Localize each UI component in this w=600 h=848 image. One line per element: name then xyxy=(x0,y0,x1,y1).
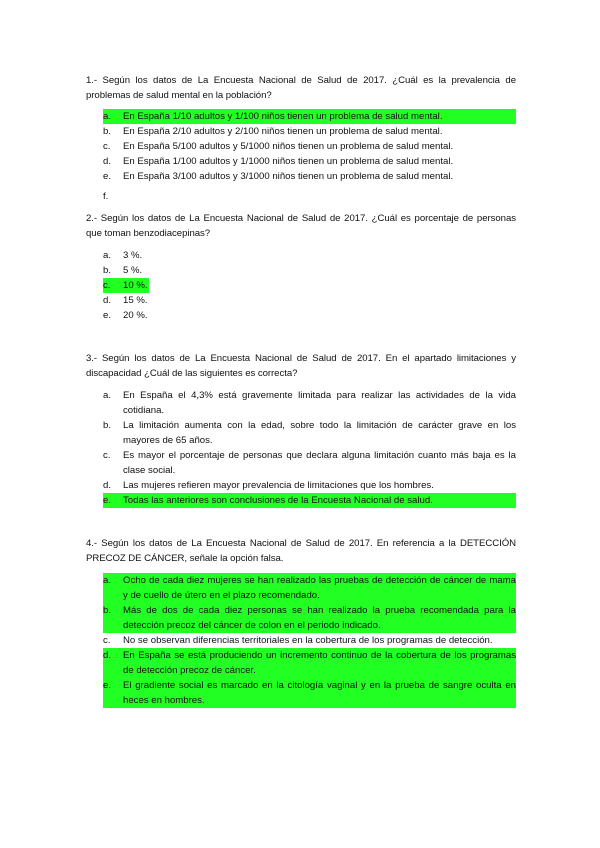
question-2-option-b xyxy=(103,263,516,278)
option-letter: c. xyxy=(103,635,111,646)
option-letter: c. xyxy=(103,280,111,291)
option-letter: e. xyxy=(103,680,112,691)
option-letter: d. xyxy=(103,480,112,491)
option-letter: e. xyxy=(103,310,112,321)
option-text: En España 1/100 adultos y 1/1000 niños tienen un problema de salud mental. xyxy=(123,156,454,167)
question-1-text: 1.- Según los datos de La Encuesta Nacional de Salud de 2017. ¿Cuál es la prevalencia de problemas de salud mental en la población? xyxy=(86,75,516,101)
option-text: La limitación aumenta con la edad, sobre todo la limitación de carácter grave en los mayores de 65 años. xyxy=(123,420,516,446)
option-text: En España se está produciendo un incremento continuo de la cobertura de los programas de detección precoz de cáncer. xyxy=(123,650,516,676)
question-4-option-c xyxy=(103,633,516,648)
option-text: En España 5/100 adultos y 5/1000 niños tienen un problema de salud mental. xyxy=(123,141,454,152)
question-4-option-d xyxy=(103,648,516,678)
question-3-text: 3.- Según los datos de La Encuesta Nacional de Salud de 2017. En el apartado limitaciones y discapacidad ¿Cuál de las siguientes es correcta? xyxy=(86,353,516,379)
option-letter: b. xyxy=(103,126,112,137)
option-text: Más de dos de cada diez personas se han realizado la prueba recomendada para la detección precoz del cáncer de colon en el periodo indicado. xyxy=(123,605,516,631)
option-text: 5 %. xyxy=(123,265,143,276)
option-letter: d. xyxy=(103,295,112,306)
option-letter: a. xyxy=(103,575,112,586)
question-4-option-e xyxy=(103,678,516,708)
option-text: En España el 4,3% está gravemente limitada para realizar las actividades de la vida cotidiana. xyxy=(123,390,516,416)
option-text: El gradiente social es marcado en la citología vaginal y en la prueba de sangre oculta en heces en hombres. xyxy=(123,680,516,706)
question-4-options xyxy=(103,573,516,708)
question-2-options xyxy=(103,248,516,323)
question-2-option-e xyxy=(103,308,516,323)
question-1-option-a xyxy=(103,109,516,124)
question-1-option-c xyxy=(103,139,516,154)
option-text: En España 1/10 adultos y 1/100 niños tienen un problema de salud mental. xyxy=(123,111,443,122)
question-3-option-b xyxy=(103,418,516,448)
question-4-option-a xyxy=(103,573,516,603)
question-2-option-d xyxy=(103,293,516,308)
question-3-option-d xyxy=(103,478,516,493)
option-text: Todas las anteriores son conclusiones de la Encuesta Nacional de salud. xyxy=(123,495,433,506)
question-4-option-b xyxy=(103,603,516,633)
option-letter: d. xyxy=(103,650,112,661)
question-3-option-a xyxy=(103,388,516,418)
question-1-option-e xyxy=(103,169,516,184)
option-text: 3 %. xyxy=(123,250,143,261)
option-letter: a. xyxy=(103,111,112,122)
option-text: 20 %. xyxy=(123,310,148,321)
question-1-option-b xyxy=(103,124,516,139)
question-1-extra-letter: f. xyxy=(103,191,109,202)
option-letter: c. xyxy=(103,450,111,461)
option-letter: e. xyxy=(103,495,112,506)
option-text: Es mayor el porcentaje de personas que declara alguna limitación cuanto más baja es la clase social. xyxy=(123,450,516,476)
option-text: En España 2/10 adultos y 2/100 niños tienen un problema de salud mental. xyxy=(123,126,443,137)
question-1-options xyxy=(103,109,516,184)
option-letter: b. xyxy=(103,265,112,276)
question-2-text: 2.- Según los datos de La Encuesta Nacional de Salud de 2017. ¿Cuál es porcentaje de personas que toman benzodiacepinas? xyxy=(86,213,516,239)
option-text: Las mujeres refieren mayor prevalencia de limitaciones que los hombres. xyxy=(123,480,434,491)
question-2-option-c xyxy=(103,278,516,293)
option-text: No se observan diferencias territoriales en la cobertura de los programas de detección. xyxy=(123,635,493,646)
option-text: 15 %. xyxy=(123,295,148,306)
option-letter: b. xyxy=(103,605,112,616)
option-letter: b. xyxy=(103,420,112,431)
question-3-options xyxy=(103,388,516,508)
option-letter: a. xyxy=(103,250,112,261)
question-2-option-a xyxy=(103,248,516,263)
question-4-text: 4.- Según los datos de La Encuesta Nacional de Salud de 2017. En referencia a la DETECCIÓN PRECOZ DE CÁNCER, señale la opción falsa. xyxy=(86,538,516,564)
question-1-option-d xyxy=(103,154,516,169)
question-3-option-c xyxy=(103,448,516,478)
option-letter: c. xyxy=(103,141,111,152)
option-letter: a. xyxy=(103,390,112,401)
question-3-option-e xyxy=(103,493,516,508)
option-letter: d. xyxy=(103,156,112,167)
option-text: Ocho de cada diez mujeres se han realizado las pruebas de detección de cáncer de mama y de cuello de útero en el plazo recomendado. xyxy=(123,575,516,601)
option-highlight xyxy=(103,278,149,293)
option-text: 10 %. xyxy=(123,280,148,291)
option-text: En España 3/100 adultos y 3/1000 niños tienen un problema de salud mental. xyxy=(123,171,454,182)
option-letter: e. xyxy=(103,171,112,182)
